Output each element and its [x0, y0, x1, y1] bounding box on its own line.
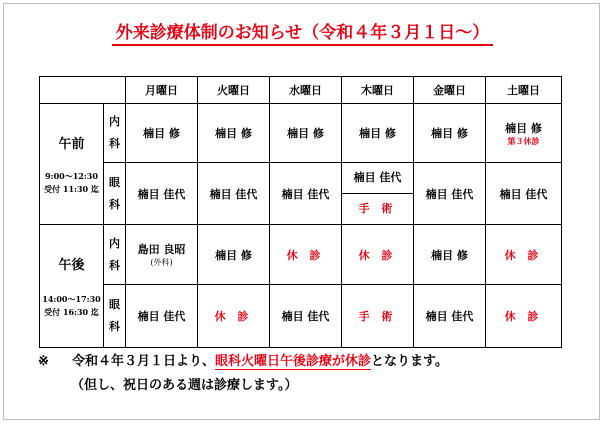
header-row: [40, 77, 562, 104]
pm-eye-dept: 眼 科: [104, 285, 126, 348]
schedule-table: [39, 76, 562, 348]
pm-internal-sat: 休 診: [486, 225, 562, 285]
am-internal-dept: 内 科: [104, 104, 126, 163]
note-mark: ※: [38, 354, 49, 369]
pm-time: 14:00～17:30: [42, 293, 101, 304]
am-internal-tue: 楠目 修: [198, 104, 270, 163]
pm-internal-thu: 休 診: [342, 225, 414, 285]
pm-internal-mon: 島田 良昭 (外科): [126, 225, 198, 285]
pm-eye-mon: 楠目 佳代: [126, 285, 198, 348]
note-highlight: 眼科火曜日午後診療が休診: [214, 354, 371, 369]
day-header-fri: 金曜日: [414, 77, 486, 104]
am-reception: 受付 11:30 迄: [44, 183, 99, 194]
am-eye-tue: 楠目 佳代: [198, 163, 270, 225]
am-period-cell: [40, 104, 104, 225]
am-internal-wed: 楠目 修: [270, 104, 342, 163]
am-internal-row: [40, 104, 562, 163]
am-eye-thu: 楠目 佳代 手 術: [342, 163, 414, 225]
page-title: [0, 18, 605, 43]
am-eye-fri: 楠目 佳代: [414, 163, 486, 225]
pm-eye-wed: 楠目 佳代: [270, 285, 342, 348]
pm-label: 午後: [58, 257, 85, 273]
note-text-post: となります。: [371, 354, 448, 369]
am-internal-thu: 楠目 修: [342, 104, 414, 163]
corner-cell: [40, 77, 126, 104]
pm-eye-thu: 手 術: [342, 285, 414, 348]
am-eye-wed: 楠目 佳代: [270, 163, 342, 225]
am-eye-mon: 楠目 佳代: [126, 163, 198, 225]
am-eye-dept: 眼 科: [104, 163, 126, 225]
sat-note: 第３休診: [507, 135, 540, 146]
pm-internal-row: [40, 225, 562, 285]
am-internal-fri: 楠目 修: [414, 104, 486, 163]
surgery-dept-note: (外科): [150, 258, 173, 267]
day-header-thu: 木曜日: [342, 77, 414, 104]
pm-period-cell: [40, 225, 104, 348]
pm-internal-dept: 内 科: [104, 225, 126, 285]
pm-reception: 受付 16:30 迄: [44, 306, 99, 317]
am-internal-sat: 楠目 修 第３休診: [486, 104, 562, 163]
pm-eye-fri: 楠目 佳代: [414, 285, 486, 348]
day-header-sat: 土曜日: [486, 77, 562, 104]
pm-internal-wed: 休 診: [270, 225, 342, 285]
day-header-wed: 水曜日: [270, 77, 342, 104]
notice-line-2: （但し、祝日のある週は診療します。）: [71, 378, 298, 393]
note-text-pre: 令和４年３月１日より、: [71, 354, 215, 369]
pm-eye-tue: 休 診: [198, 285, 270, 348]
am-internal-mon: 楠目 修: [126, 104, 198, 163]
day-header-tue: 火曜日: [198, 77, 270, 104]
pm-internal-tue: 楠目 修: [198, 225, 270, 285]
am-eye-row: [40, 163, 562, 225]
notice-line-1: [38, 350, 578, 374]
day-header-mon: 月曜日: [126, 77, 198, 104]
notice: [38, 350, 578, 398]
am-label: 午前: [58, 136, 85, 152]
title-text: 外来診療体制のお知らせ（令和４年３月１日～）: [112, 23, 494, 46]
pm-internal-fri: 楠目 修: [414, 225, 486, 285]
am-time: 9:00～12:30: [45, 170, 98, 181]
pm-eye-sat: 休 診: [486, 285, 562, 348]
am-eye-sat: 楠目 佳代: [486, 163, 562, 225]
pm-eye-row: [40, 285, 562, 348]
